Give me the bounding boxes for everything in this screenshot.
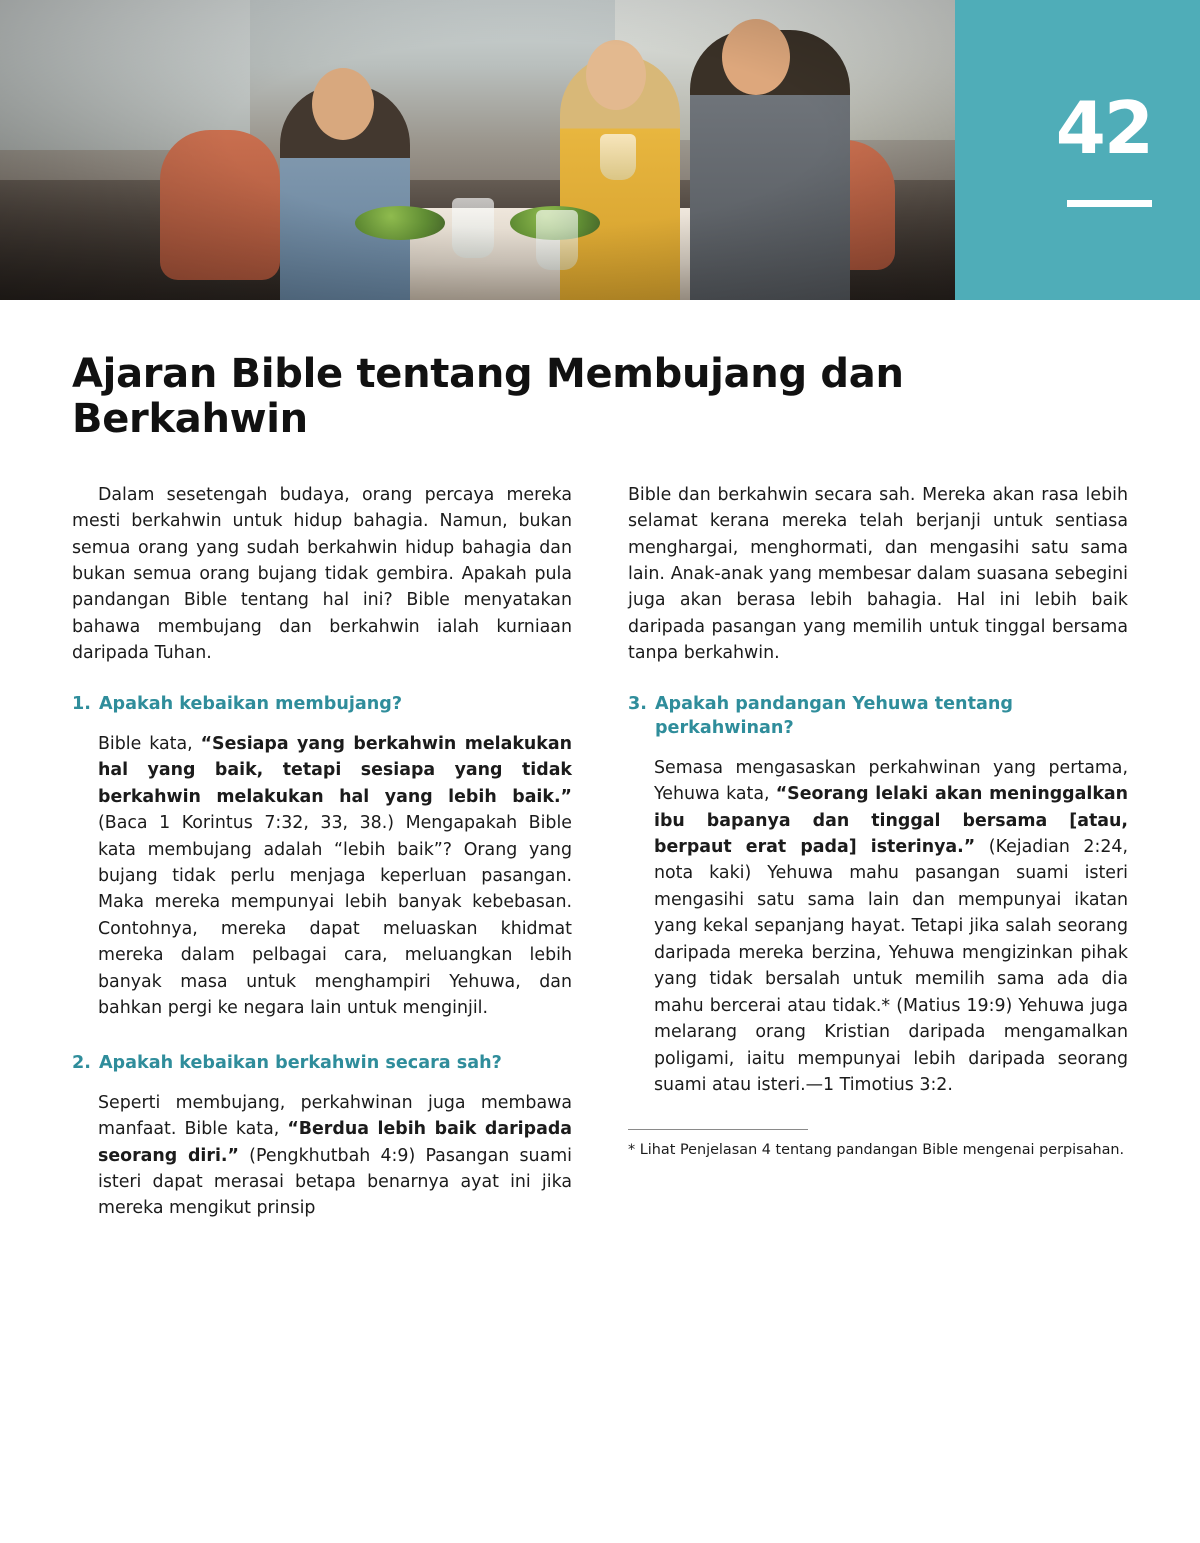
hero-image <box>0 0 955 300</box>
answer-1-paragraph <box>98 731 572 1022</box>
answer-1-quote: “Sesiapa yang berkahwin melakukan hal yang baik, tetapi sesiapa yang tidak berkahwin melakukan hal yang lebih baik.” <box>98 733 572 807</box>
footnote-text: * Lihat Penjelasan 4 tentang pandangan Bible mengenai perpisahan. <box>628 1141 1125 1158</box>
answer-2-quote: “Berdua lebih baik daripada seorang diri.” <box>98 1119 572 1166</box>
page-number-underline <box>1067 200 1152 207</box>
question-3-text: Apakah pandangan Yehuwa tentang perkahwinan? <box>654 693 1013 738</box>
page-number-panel <box>955 0 1200 300</box>
answer-1 <box>72 731 572 1022</box>
answer-2-part-1: Seperti membujang, perkahwinan juga membawa manfaat. Bible kata, <box>98 1092 572 1140</box>
question-1-heading <box>72 693 572 717</box>
page-number: 42 <box>1055 86 1152 170</box>
question-2-number: 2. <box>72 1052 91 1073</box>
column-left <box>72 482 572 1252</box>
page-title: Ajaran Bible tentang Membujang dan Berkahwin <box>72 351 904 442</box>
intro-text-left: Dalam sesetengah budaya, orang percaya mereka mesti berkahwin untuk hidup bahagia. Namun, bukan semua orang yang sudah berkahwin hidup bahagia dan bukan semua orang bujang tidak gembira. Apakah pula pandangan Bible tentang hal ini? Bible menyatakan bahawa membujang dan berkahwin ialah kurniaan daripada Tuhan. <box>72 484 572 664</box>
answer-1-part-2: (Baca 1 Korintus 7:32, 33, 38.) Mengapakah Bible kata membujang adalah “lebih baik”? Orang yang bujang tidak perlu menjaga keperluan pasangan. Maka mereka mempunyai lebih banyak kebebasan. Contohnya, mereka dapat meluaskan khidmat mereka dalam pelbagai cara, meluangkan lebih banyak masa untuk menghampiri Yehuwa, dan bahkan pergi ke negara lain untuk menginjil. <box>98 813 572 1019</box>
answer-2-part-2: (Pengkhutbah 4:9) Pasangan suami isteri dapat merasai betapa benarnya ayat ini jika mereka mengikut prinsip <box>98 1145 572 1219</box>
answer-3-part-2: (Kejadian 2:24, nota kaki) Yehuwa mahu pasangan suami isteri mengasihi satu sama lain dan mempunyai ikatan yang kekal sepanjang hayat. Tetapi jika salah seorang daripada mereka berzina, Yehuwa mengizinkan pihak yang tidak bersalah untuk memilih sama ada dia mahu bercerai atau tidak.* (Matius 19:9) Yehuwa juga melarang orang Kristian daripada mengamalkan poligami, iaitu mempunyai lebih daripada seorang suami atau isteri.—1 Timotius 3:2. <box>654 836 1128 1096</box>
question-2-text: Apakah kebaikan berkahwin secara sah? <box>98 1052 502 1073</box>
footnote-section <box>628 1129 1128 1161</box>
intro-text-right: Bible dan berkahwin secara sah. Mereka akan rasa lebih selamat kerana mereka telah berjanji untuk sentiasa menghargai, menghormati, dan mengasihi satu sama lain. Anak-anak yang membesar dalam suasana sebegini juga akan berasa lebih bahagia. Hal ini lebih baik daripada pasangan yang memilih untuk tinggal bersama tanpa berkahwin. <box>628 484 1128 664</box>
hero-vignette <box>0 0 955 300</box>
answer-3-paragraph <box>654 755 1128 1099</box>
question-2-heading <box>72 1052 572 1076</box>
column-right <box>628 482 1128 1252</box>
answer-2-paragraph <box>98 1090 572 1222</box>
footnote-divider <box>628 1129 808 1130</box>
answer-1-part-1: Bible kata, <box>98 733 201 754</box>
answer-3-quote: “Seorang lelaki akan meninggalkan ibu bapanya dan tinggal bersama [atau, berpaut erat pada] isterinya.” <box>654 784 1129 857</box>
intro-paragraph-right <box>628 482 1128 667</box>
question-1-text: Apakah kebaikan membujang? <box>98 693 403 714</box>
answer-2 <box>72 1090 572 1222</box>
question-1-number: 1. <box>72 693 91 714</box>
intro-paragraph-left <box>72 482 572 667</box>
answer-3-part-1: Semasa mengasaskan perkahwinan yang pertama, Yehuwa kata, <box>654 757 1128 805</box>
article-columns <box>72 482 1128 1252</box>
page-header <box>0 0 1200 300</box>
answer-3 <box>628 755 1128 1099</box>
question-3-number: 3. <box>628 693 647 714</box>
question-3-heading <box>628 693 1128 741</box>
